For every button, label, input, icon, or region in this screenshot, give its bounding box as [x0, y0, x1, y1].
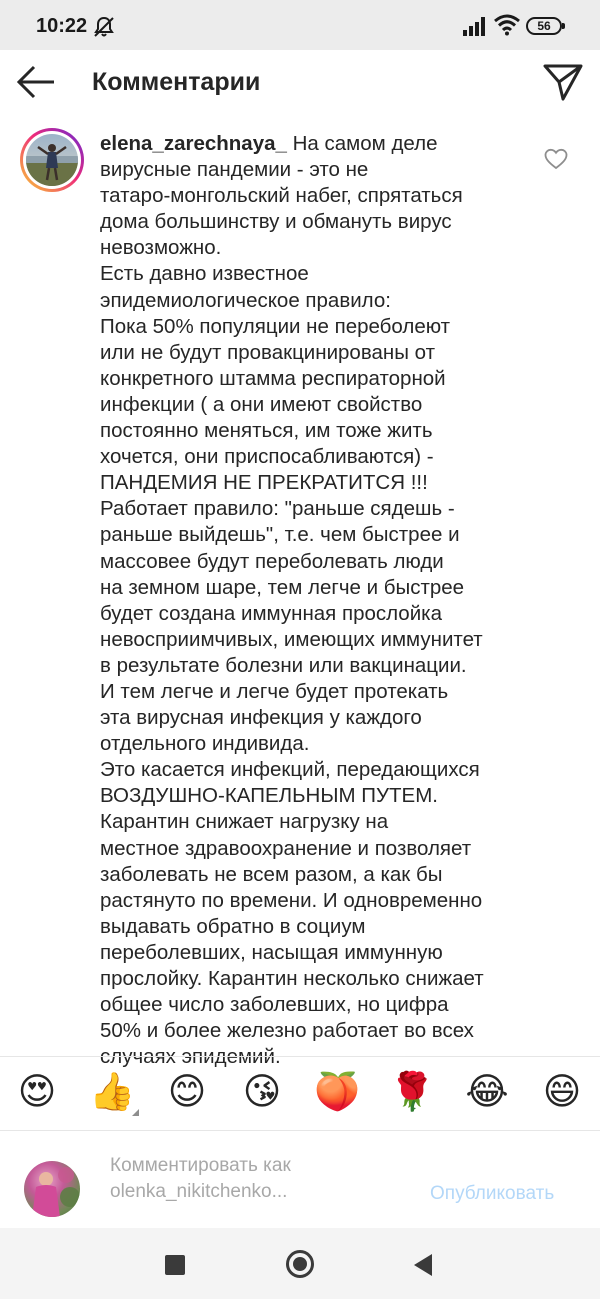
do-not-disturb-icon	[92, 15, 116, 39]
heart-icon[interactable]	[544, 148, 568, 170]
status-bar	[0, 0, 600, 50]
emoji-heart-eyes[interactable]: 😍	[17, 1070, 57, 1113]
person-silhouette-icon	[26, 134, 78, 186]
emoji-smiling[interactable]: 😊	[167, 1070, 207, 1113]
emoji-peach[interactable]: 🍑	[314, 1070, 361, 1113]
emoji-thumbs-up[interactable]: 👍	[89, 1070, 136, 1113]
back-arrow-icon[interactable]	[14, 62, 58, 102]
own-avatar-photo	[24, 1161, 80, 1217]
direct-send-icon[interactable]	[542, 62, 584, 102]
emoji-rose[interactable]: 🌹	[389, 1070, 436, 1113]
page-title: Комментарии	[92, 68, 261, 96]
commenter-photo	[26, 134, 78, 186]
comment-username[interactable]: elena_zarechnaya_	[100, 132, 287, 155]
battery-level: 56	[537, 19, 551, 33]
own-avatar	[24, 1161, 80, 1217]
publish-button[interactable]: Опубликовать	[430, 1183, 555, 1204]
emoji-quick-bar	[0, 1056, 600, 1130]
battery-icon	[526, 17, 562, 35]
cellular-signal-icon	[462, 16, 488, 36]
comment-text: На самом деле вирусные пандемии - это не татаро-монгольский набег, спрятаться дома большинству и обмануть вирус невозможно. Есть давно известное эпидемиологическое правило: Пока 50% популяции не переболеют или не будут провакцинированы от конкретного штамма респираторной инфекции ( а они имеют свойство постоянно меняться, им тоже жить хочется, они приспосабливаются) - ПАНДЕМИЯ НЕ ПРЕКРАТИТСЯ !!! Работает правило: "раньше сядешь - раньше выйдешь", т.е. чем быстрее и массовее будут переболевать люди на земном шаре, тем легче и быстрее будет создана иммунная прослойка невосприимчивых, имеющих иммунитет в результате болезни или вакцинации. И тем легче и легче будет протекать эта вирусная инфекция у каждого отдельного индивида. Это касается инфекций, передающихся ВОЗДУШНО-КАПЕЛЬНЫМ ПУТЕМ. Карантин снижает нагрузку на местное здравоохранение и позволяет заболевать не всем разом, а как бы растянуто по времени. И одновременно выдавать обратно в социум переболевших, насыщая иммунную прослойку. Карантин несколько снижает общее число заболевших, но цифра 50% и более железно работает во всех случаях эпидемий.	[100, 132, 484, 1069]
app-header	[0, 50, 600, 116]
emoji-grinning[interactable]: 😄	[542, 1070, 582, 1113]
commenter-avatar[interactable]	[20, 128, 84, 192]
status-time: 10:22	[36, 15, 88, 37]
system-back-icon[interactable]	[414, 1254, 432, 1276]
wifi-icon	[494, 14, 520, 36]
comment-body	[100, 131, 540, 1070]
home-icon[interactable]	[286, 1250, 314, 1278]
skin-tone-caret-icon	[132, 1109, 139, 1116]
comment-composer	[0, 1130, 600, 1228]
system-nav-bar	[0, 1228, 600, 1299]
comment-item	[0, 118, 600, 1069]
emoji-tears-of-joy[interactable]: 😂	[465, 1070, 509, 1113]
emoji-kiss[interactable]: 😘	[242, 1070, 282, 1113]
recent-apps-icon[interactable]	[165, 1255, 185, 1275]
comment-input[interactable]: Комментировать как olenka_nikitchenko...	[110, 1155, 291, 1202]
